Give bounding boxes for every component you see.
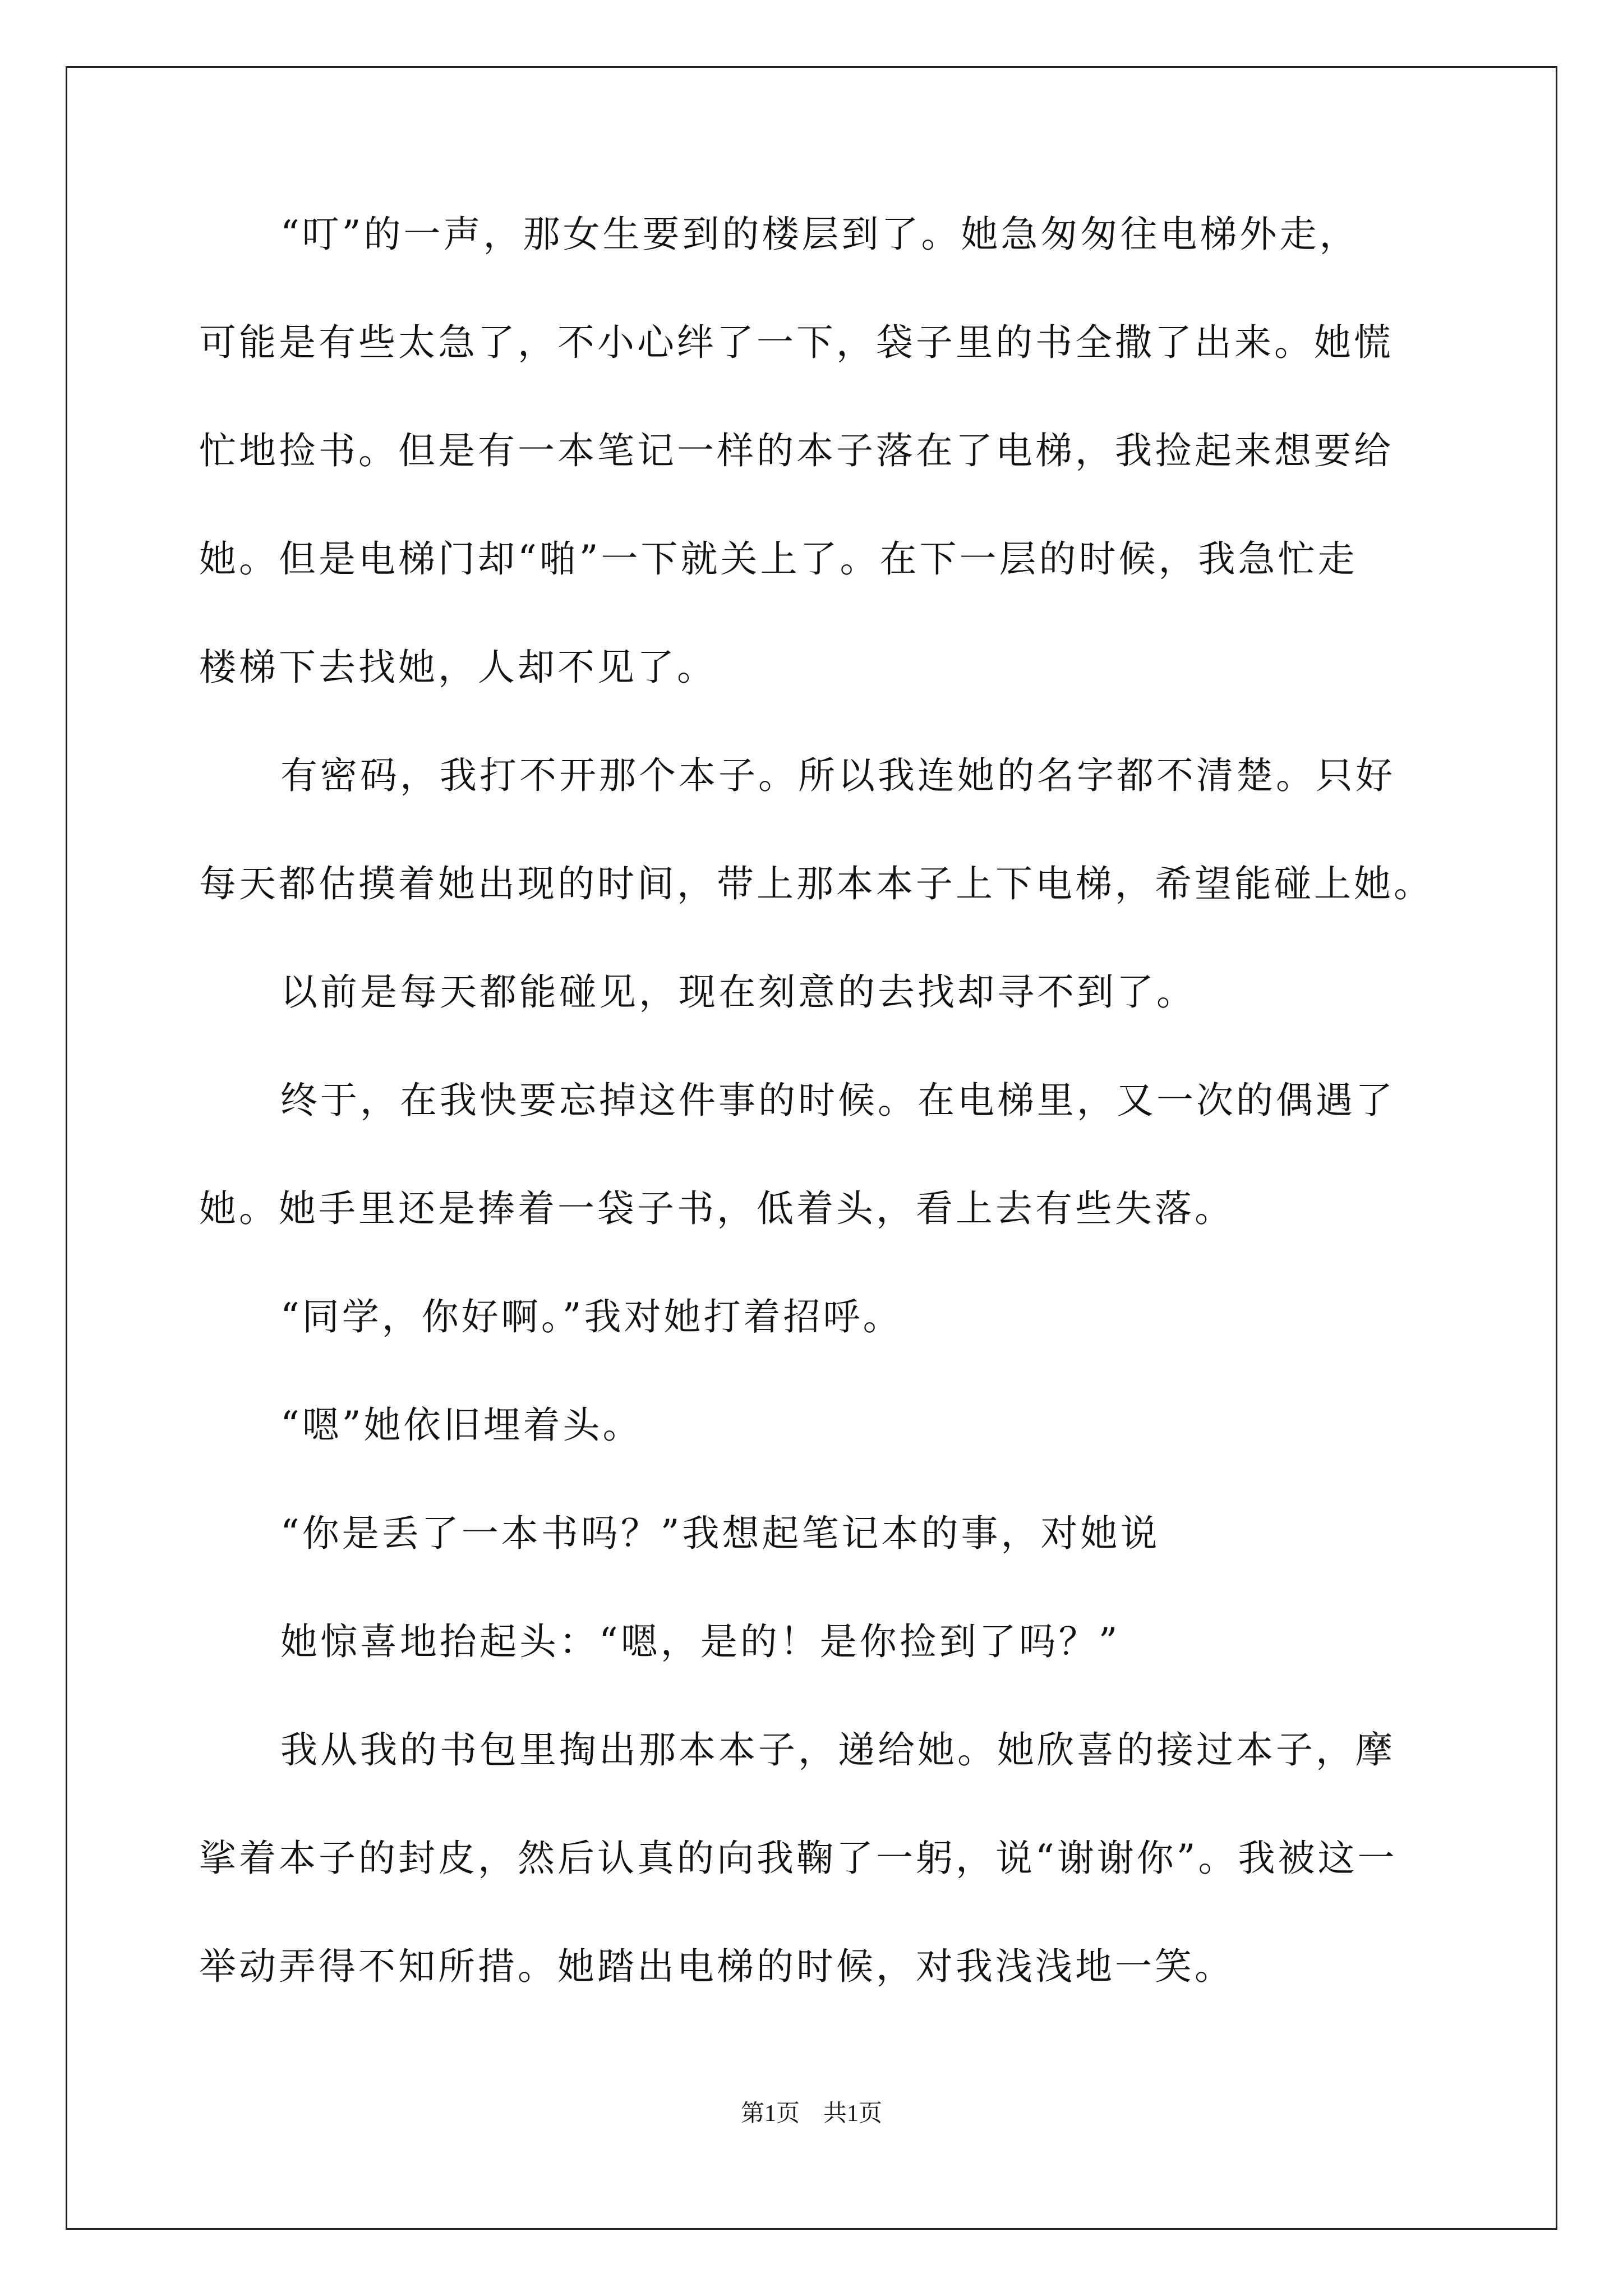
text-line: 我从我的书包里掏出那本本子，递给她。她欣喜的接过本子，摩 <box>280 1728 1395 1772</box>
text-line: 每天都估摸着她出现的时间，带上那本本子上下电梯，希望能碰上她。 <box>199 862 1433 905</box>
text-line: 她惊喜地抬起头：“嗯，是的！是你捡到了吗？” <box>280 1620 1121 1663</box>
text-line: 楼梯下去找她，人却不见了。 <box>199 646 717 689</box>
text-line: “叮”的一声，那女生要到的楼层到了。她急匆匆往电梯外走， <box>280 213 1359 256</box>
text-line: 她。但是电梯门却“啪”一下就关上了。在下一层的时候，我急忙走 <box>199 537 1358 581</box>
text-line: 有密码，我打不开那个本子。所以我连她的名字都不清楚。只好 <box>280 754 1395 797</box>
text-line: “你是丢了一本书吗？”我想起笔记本的事，对她说 <box>280 1512 1160 1555</box>
text-line: 举动弄得不知所措。她踏出电梯的时候，对我浅浅地一笑。 <box>199 1945 1234 1988</box>
page-footer: 第1页 共1页 <box>740 2101 882 2127</box>
text-line: 可能是有些太急了，不小心绊了一下，袋子里的书全撒了出来。她慌 <box>199 321 1394 364</box>
text-line: 终于，在我快要忘掉这件事的时候。在电梯里，又一次的偶遇了 <box>280 1079 1395 1122</box>
text-line: 她。她手里还是捧着一袋子书，低着头，看上去有些失落。 <box>199 1187 1234 1230</box>
text-line: 挲着本子的封皮，然后认真的向我鞠了一躬，说“谢谢你”。我被这一 <box>199 1837 1398 1880</box>
text-line: 以前是每天都能碰见，现在刻意的去找却寻不到了。 <box>280 970 1196 1014</box>
page-border <box>66 66 1557 2230</box>
text-line: 忙地捡书。但是有一本笔记一样的本子落在了电梯，我捡起来想要给 <box>199 429 1394 472</box>
text-line: “同学，你好啊。”我对她打着招呼。 <box>280 1295 903 1338</box>
text-line: “嗯”她依旧埋着头。 <box>280 1404 643 1447</box>
